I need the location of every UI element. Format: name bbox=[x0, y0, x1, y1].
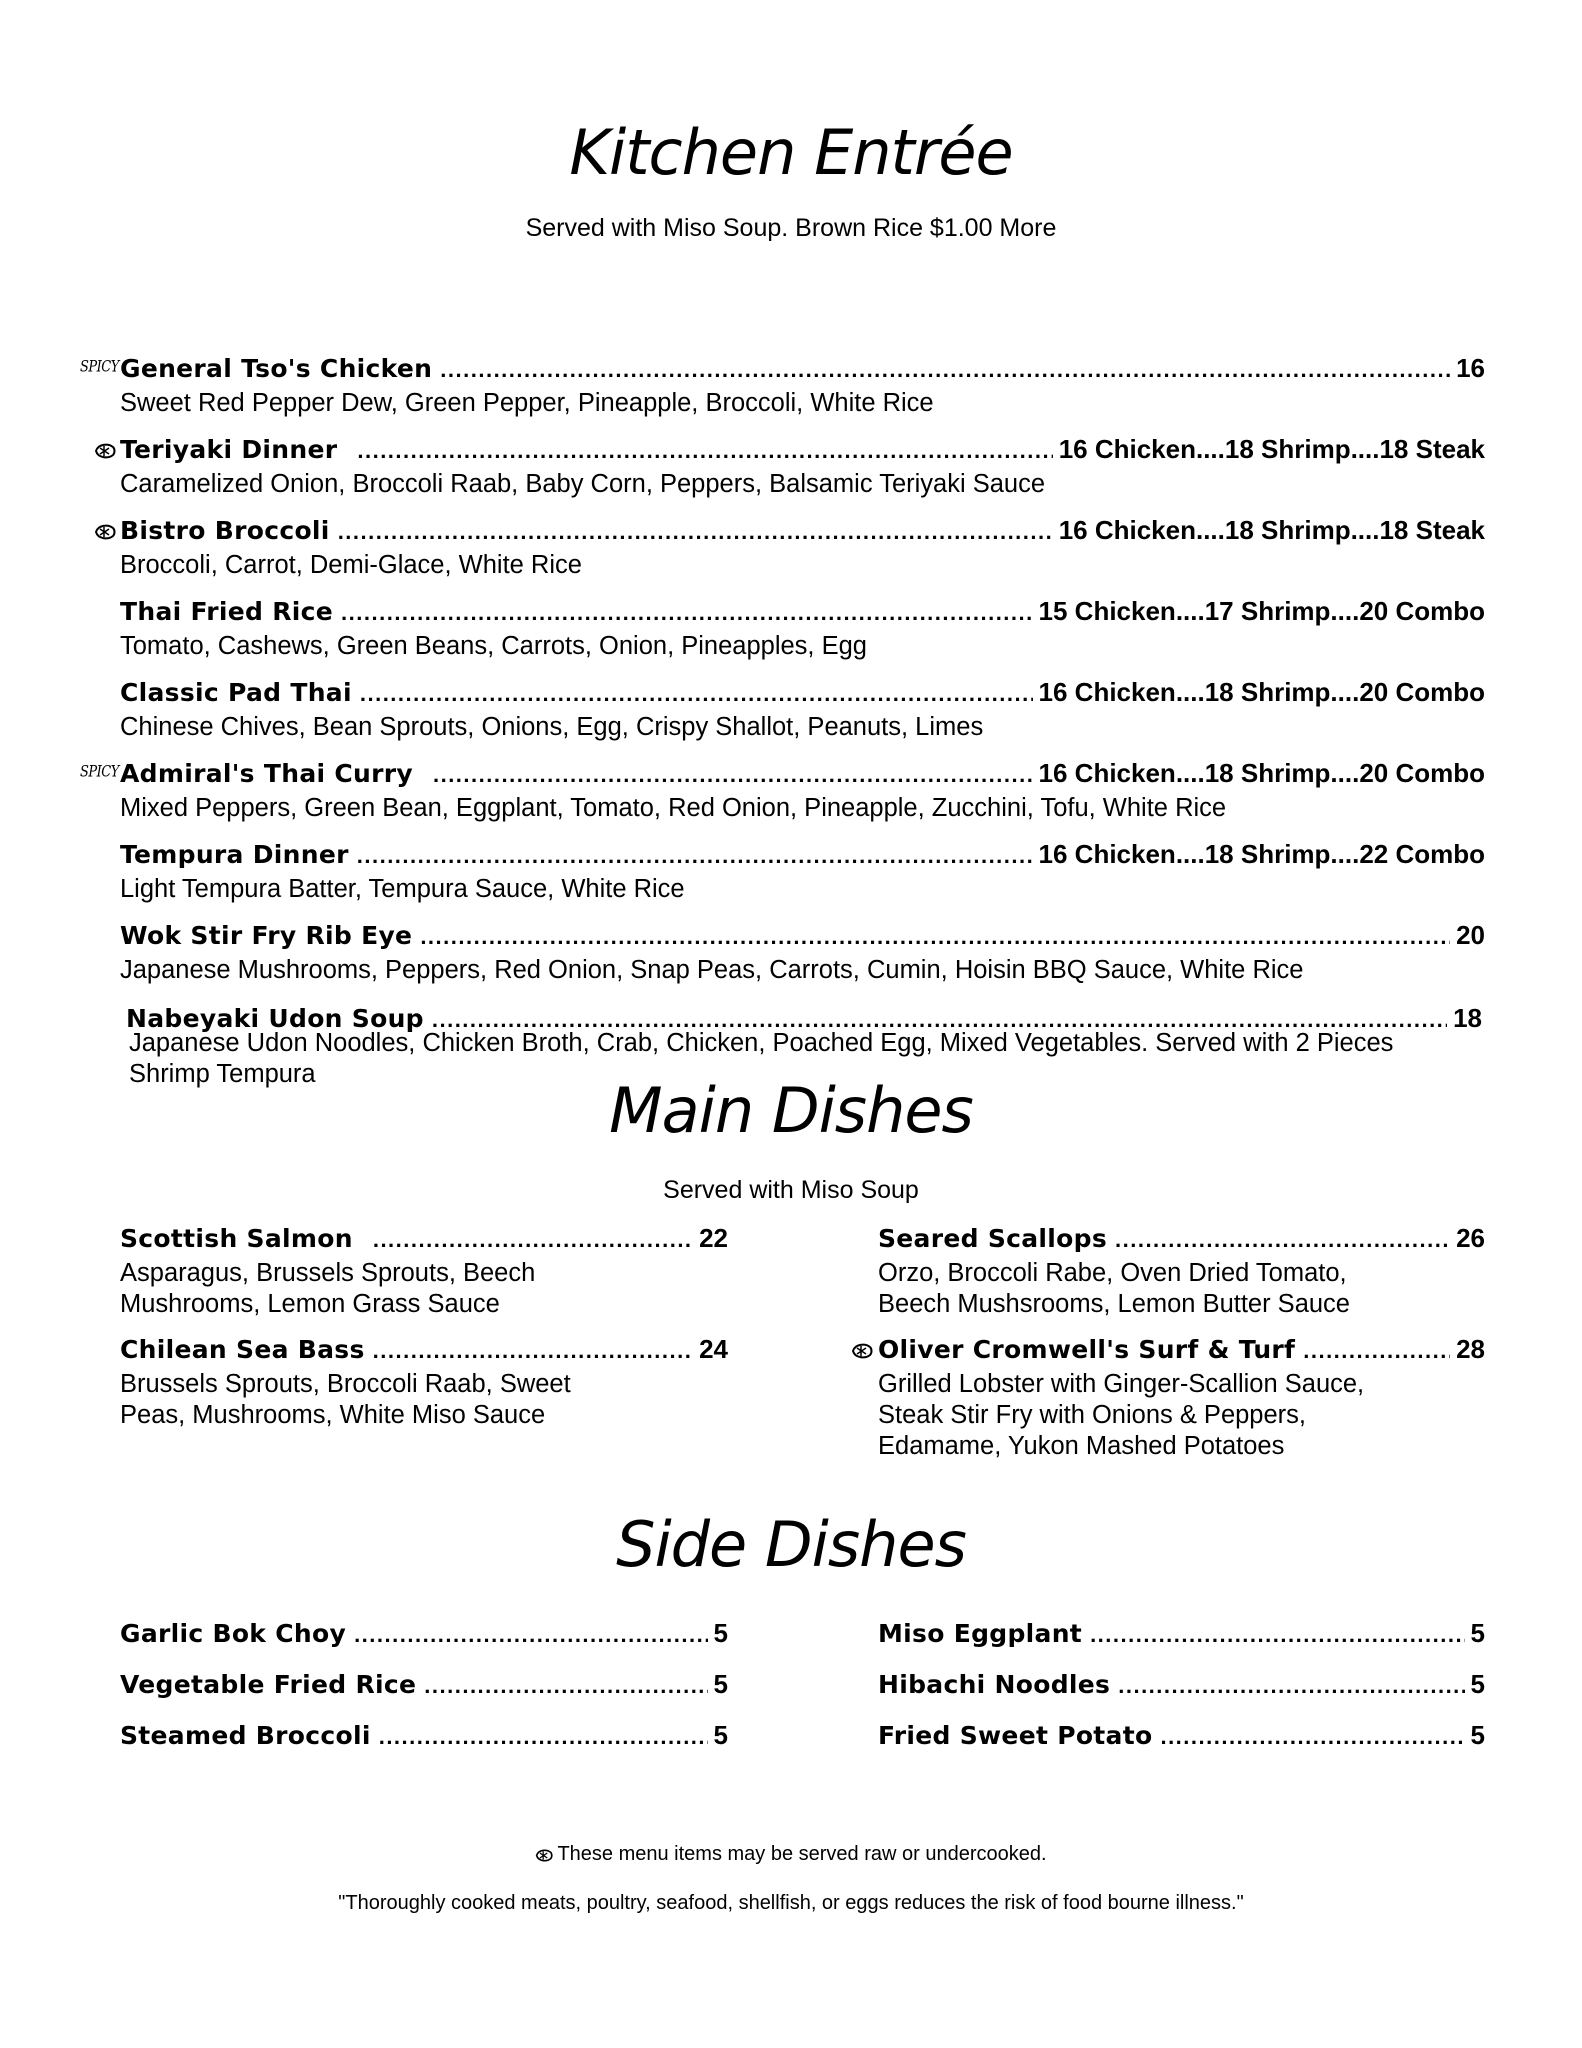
item-description: Broccoli, Carrot, Demi-Glace, White Rice bbox=[120, 551, 582, 579]
side-item-steamed-broccoli bbox=[120, 1719, 728, 1753]
item-name: Seared Scallops bbox=[878, 1224, 1107, 1253]
item-price: 5 bbox=[713, 1669, 728, 1699]
item-name: Classic Pad Thai bbox=[120, 678, 352, 707]
item-price: 16 Chicken....18 Shrimp....20 Combo bbox=[1038, 758, 1485, 788]
dot-leader bbox=[379, 1721, 708, 1753]
dot-leader bbox=[341, 597, 1033, 629]
item-description: Brussels Sprouts, Broccoli Raab, Sweet Peas, Mushrooms, White Miso Sauce bbox=[120, 1370, 571, 1429]
dot-leader bbox=[338, 516, 1053, 548]
item-price: 16 bbox=[1456, 353, 1485, 383]
item-name: Teriyaki Dinner bbox=[120, 435, 338, 464]
item-description: Japanese Udon Noodles, Chicken Broth, Crab, Chicken, Poached Egg, Mixed Vegetables. Served with 2 Pieces Shrimp Tempura bbox=[129, 1029, 1394, 1088]
raw-food-note-text: These menu items may be served raw or undercooked. bbox=[557, 1843, 1047, 1865]
dot-leader bbox=[357, 840, 1033, 872]
menu-item-oliver-cromwells-surf-turf bbox=[878, 1333, 1485, 1462]
item-price: 24 bbox=[699, 1334, 728, 1364]
raw-food-note bbox=[0, 1843, 1582, 1866]
item-name: Bistro Broccoli bbox=[120, 516, 330, 545]
kitchen-entree-title: Kitchen Entrée bbox=[569, 116, 1013, 189]
item-description: Japanese Mushrooms, Peppers, Red Onion, Snap Peas, Carrots, Cumin, Hoisin BBQ Sauce, White Rice bbox=[120, 956, 1304, 984]
item-price: 20 bbox=[1456, 920, 1485, 950]
item-name: Vegetable Fried Rice bbox=[120, 1670, 417, 1699]
item-name: Oliver Cromwell's Surf & Turf bbox=[878, 1335, 1296, 1364]
item-name: Tempura Dinner bbox=[120, 840, 349, 869]
item-name: Admiral's Thai Curry bbox=[120, 759, 413, 788]
item-price: 16 Chicken....18 Shrimp....22 Combo bbox=[1038, 839, 1485, 869]
side-item-hibachi-noodles bbox=[878, 1668, 1485, 1702]
raw-undercooked-icon bbox=[94, 523, 116, 541]
item-name: Steamed Broccoli bbox=[120, 1721, 371, 1750]
menu-item-teriyaki-dinner bbox=[120, 433, 1485, 500]
item-price: 28 bbox=[1456, 1334, 1485, 1364]
dot-leader bbox=[420, 921, 1450, 953]
dot-leader bbox=[357, 435, 1052, 467]
item-price: 16 Chicken....18 Shrimp....18 Steak bbox=[1058, 515, 1485, 545]
item-price: 18 bbox=[1453, 1003, 1482, 1033]
item-description: Light Tempura Batter, Tempura Sauce, White Rice bbox=[120, 875, 685, 903]
menu-item-admirals-thai-curry bbox=[120, 757, 1485, 824]
item-name: Miso Eggplant bbox=[878, 1619, 1083, 1648]
menu-item-chilean-sea-bass bbox=[120, 1333, 728, 1431]
item-price: 16 Chicken....18 Shrimp....18 Steak bbox=[1058, 434, 1485, 464]
menu-item-tempura-dinner bbox=[120, 838, 1485, 905]
main-dishes-title: Main Dishes bbox=[609, 1074, 973, 1147]
item-description: Sweet Red Pepper Dew, Green Pepper, Pineapple, Broccoli, White Rice bbox=[120, 389, 934, 417]
dot-leader bbox=[1303, 1335, 1450, 1367]
item-description: Caramelized Onion, Broccoli Raab, Baby Corn, Peppers, Balsamic Teriyaki Sauce bbox=[120, 470, 1046, 498]
item-description: Grilled Lobster with Ginger-Scallion Sauce, Steak Stir Fry with Onions & Peppers, Edamame, Yukon Mashed Potatoes bbox=[878, 1370, 1365, 1460]
dot-leader bbox=[1160, 1721, 1464, 1753]
menu-item-general-tsos-chicken bbox=[120, 352, 1485, 419]
item-price: 5 bbox=[713, 1618, 728, 1648]
menu-item-thai-fried-rice bbox=[120, 595, 1485, 662]
kitchen-entree-subtitle: Served with Miso Soup. Brown Rice $1.00 More bbox=[525, 214, 1057, 242]
item-name: Fried Sweet Potato bbox=[878, 1721, 1153, 1750]
side-dishes-title: Side Dishes bbox=[616, 1508, 966, 1581]
menu-item-bistro-broccoli bbox=[120, 514, 1485, 581]
item-name: Wok Stir Fry Rib Eye bbox=[120, 921, 413, 950]
raw-undercooked-icon bbox=[851, 1342, 873, 1360]
menu-item-scottish-salmon bbox=[120, 1222, 728, 1320]
item-description: Tomato, Cashews, Green Beans, Carrots, Onion, Pineapples, Egg bbox=[120, 632, 867, 660]
menu-item-wok-stir-fry-rib-eye bbox=[120, 919, 1485, 986]
raw-undercooked-icon bbox=[535, 1848, 553, 1863]
item-price: 22 bbox=[699, 1223, 728, 1253]
item-price: 26 bbox=[1456, 1223, 1485, 1253]
dot-leader bbox=[424, 1670, 707, 1702]
dot-leader bbox=[373, 1335, 693, 1367]
item-name: Scottish Salmon bbox=[120, 1224, 353, 1253]
item-price: 5 bbox=[713, 1720, 728, 1750]
item-description: Asparagus, Brussels Sprouts, Beech Mushrooms, Lemon Grass Sauce bbox=[120, 1259, 536, 1318]
spicy-marker: SPICY bbox=[80, 358, 119, 377]
dot-leader bbox=[1118, 1670, 1464, 1702]
dot-leader bbox=[1115, 1224, 1450, 1256]
item-price: 5 bbox=[1470, 1720, 1485, 1750]
menu-item-classic-pad-thai bbox=[120, 676, 1485, 743]
item-name: General Tso's Chicken bbox=[120, 354, 433, 383]
item-description: Mixed Peppers, Green Bean, Eggplant, Tomato, Red Onion, Pineapple, Zucchini, Tofu, White Rice bbox=[120, 794, 1227, 822]
item-name: Chilean Sea Bass bbox=[120, 1335, 365, 1364]
main-dishes-subtitle: Served with Miso Soup bbox=[663, 1176, 919, 1204]
item-name: Garlic Bok Choy bbox=[120, 1619, 347, 1648]
dot-leader bbox=[440, 354, 1450, 386]
item-description: Chinese Chives, Bean Sprouts, Onions, Egg, Crispy Shallot, Peanuts, Limes bbox=[120, 713, 984, 741]
item-name: Thai Fried Rice bbox=[120, 597, 334, 626]
item-price: 5 bbox=[1470, 1669, 1485, 1699]
side-item-garlic-bok-choy bbox=[120, 1617, 728, 1651]
spicy-marker: SPICY bbox=[80, 763, 119, 782]
dot-leader bbox=[360, 678, 1033, 710]
dot-leader bbox=[354, 1619, 707, 1651]
side-item-fried-sweet-potato bbox=[878, 1719, 1485, 1753]
side-item-miso-eggplant bbox=[878, 1617, 1485, 1651]
item-description: Orzo, Broccoli Rabe, Oven Dried Tomato, Beech Mushsrooms, Lemon Butter Sauce bbox=[878, 1259, 1350, 1318]
item-price: 5 bbox=[1470, 1618, 1485, 1648]
dot-leader bbox=[373, 1224, 693, 1256]
side-item-vegetable-fried-rice bbox=[120, 1668, 728, 1702]
raw-undercooked-icon bbox=[94, 442, 116, 460]
dot-leader bbox=[433, 759, 1033, 791]
item-price: 16 Chicken....18 Shrimp....20 Combo bbox=[1038, 677, 1485, 707]
item-name: Hibachi Noodles bbox=[878, 1670, 1111, 1699]
menu-item-seared-scallops bbox=[878, 1222, 1485, 1320]
dot-leader bbox=[1090, 1619, 1464, 1651]
food-safety-warning: "Thoroughly cooked meats, poultry, seafood, shellfish, or eggs reduces the risk of food bourne illness." bbox=[338, 1892, 1244, 1914]
item-price: 15 Chicken....17 Shrimp....20 Combo bbox=[1038, 596, 1485, 626]
item-name: Nabeyaki Udon Soup bbox=[126, 1004, 424, 1033]
